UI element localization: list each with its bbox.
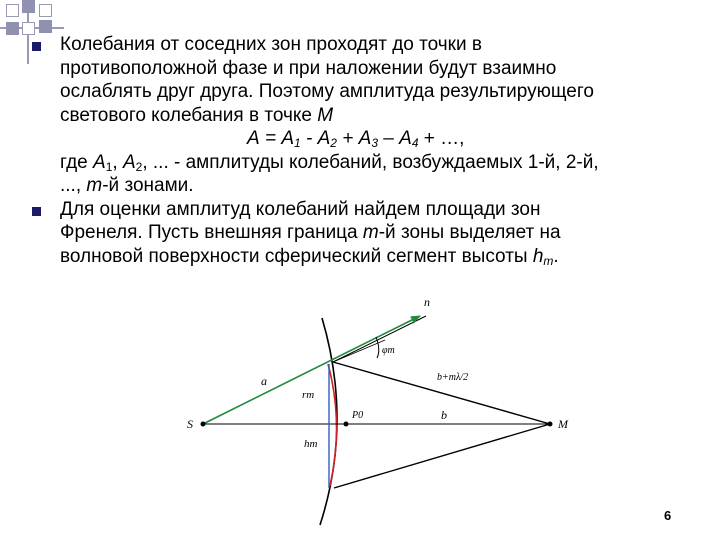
angle-reference-line	[333, 340, 385, 362]
label-phi-m: φm	[382, 345, 395, 356]
label-r-m: rm	[302, 389, 315, 401]
text-line: Френеля. Пусть внешняя граница m-й зоны выделяет на	[60, 222, 561, 243]
lower-ray-to-m	[334, 424, 550, 488]
text-line: светового колебания в точке М	[60, 104, 334, 126]
point-m	[548, 422, 553, 427]
label-m: M	[558, 417, 568, 431]
page-number: 6	[664, 508, 672, 523]
text-line: Колебания от соседних зон проходят до точки в	[60, 34, 482, 55]
point-p0	[344, 422, 349, 427]
amplitude-formula: $А = А_1 - А_2 + А_3 - А_4$ + …,	[247, 128, 465, 150]
text-line: где $A_1$, $A_2$, ... - амплитуды колебаний, возбуждаемых 1-й, 2-й,	[60, 151, 599, 174]
point-s	[201, 422, 206, 427]
incident-ray-arrow	[203, 316, 420, 424]
text-line: волновой поверхности сферический сегмент высоты $h_m$.	[60, 245, 559, 268]
text-line: Для оценки амплитуд колебаний найдем площади зон	[60, 198, 541, 220]
label-b: b	[441, 408, 447, 422]
label-s: S	[187, 417, 193, 431]
text-line: ослаблять друг друга. Поэтому амплитуда результирующего	[60, 81, 594, 102]
normal-line	[333, 316, 426, 362]
text-line: ..., m-й зонами.	[60, 175, 194, 196]
label-p0: P0	[352, 410, 364, 421]
text-line: противоположной фазе и при наложении будут взаимно	[60, 57, 557, 79]
label-n: n	[424, 295, 430, 309]
label-h-m: hm	[304, 438, 318, 450]
label-a: a	[261, 374, 267, 388]
label-b-m-lambda: b+mλ/2	[437, 372, 469, 383]
